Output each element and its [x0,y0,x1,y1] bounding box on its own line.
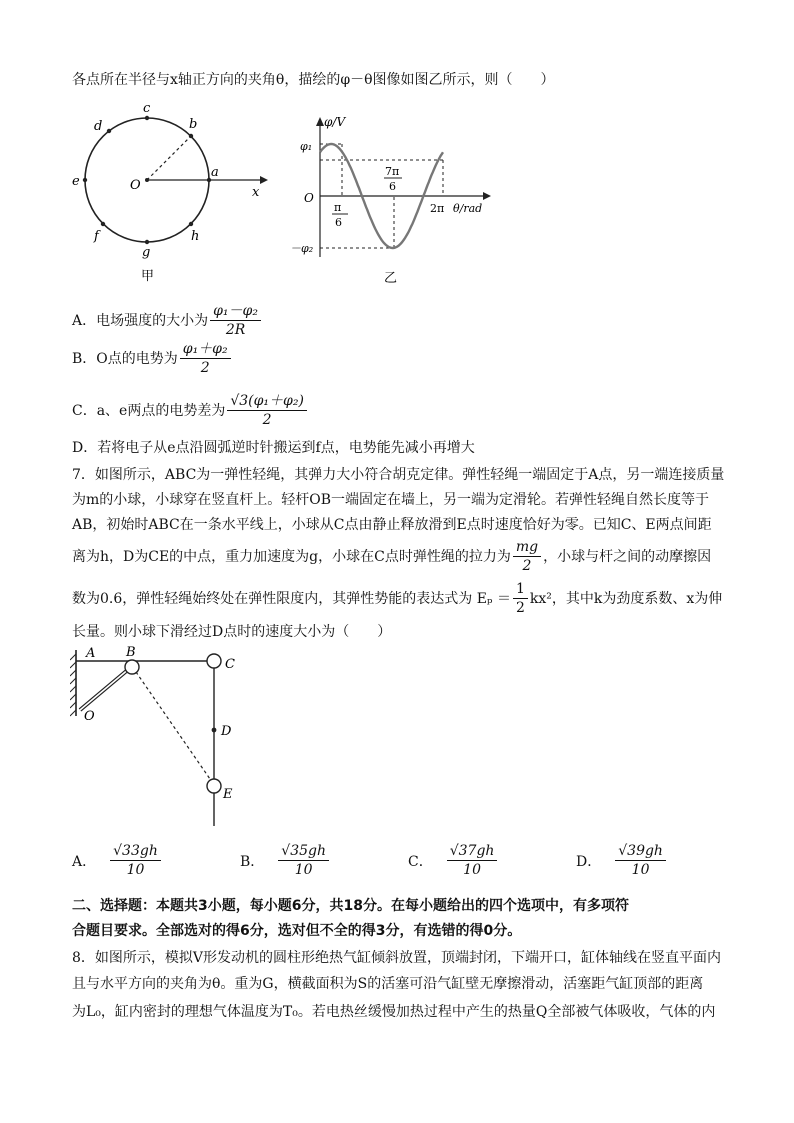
q8-line-2: 且与水平方向的夹角为θ。重为G，横截面积为S的活塞可沿气缸壁无摩擦滑动，活塞距气缸顶部的距离 [72,976,704,992]
origin-label: O [304,191,314,205]
x-axis-label-theta: θ/rad [453,202,483,215]
q7-choice-d-num: √39gh [615,842,666,861]
point-f-label: f [94,229,99,244]
q7-choice-d-label: D． [576,853,602,870]
q7-line-1: 7．如图所示，ABC为一弹性轻绳，其弹力大小符合胡克定律。弹性轻绳一端固定于A点，另一端连接质量 [72,467,725,483]
q7-choice-d [576,842,668,879]
q7-line-5 [72,580,722,617]
caption-yi: 乙 [384,271,398,286]
q6-option-c-den: 2 [262,412,272,428]
q7-choice-a-label: A． [72,853,97,870]
point-c-label: c [143,101,151,116]
q7-choice-a-den: 10 [126,862,145,878]
q8-line-3: 为L₀，缸内密封的理想气体温度为T₀。若电热丝缓慢加热过程中产生的热量Q全部被气体吸收，气体的内 [72,1004,716,1020]
q7-line-6: 长量。则小球下滑经过D点时的速度大小为（ ） [72,624,392,640]
q7-line-4 [72,538,711,575]
q7-line-5-text: 数为0.6，弹性轻绳始终处在弹性限度内，其弹性势能的表达式为 Eₚ ＝ [72,590,511,607]
q6-intro: 各点所在半径与x轴正方向的夹角θ，描绘的φ－θ图像如图乙所示，则（ ） [72,72,555,88]
q8-line-1: 8．如图所示，模拟V形发动机的圆柱形绝热气缸倾斜放置，顶端封闭，下端开口，缸体轴线在竖直平面内 [72,950,722,966]
fig-label-e: E [223,787,233,802]
q7-choice-c-num: √37gh [447,842,498,861]
q7-choice-b-num: √35gh [278,842,329,861]
q6-option-a-text: A．电场强度的大小为 [72,312,209,329]
q7-line-4-post: ，小球与杆之间的动摩擦因 [543,548,712,565]
phi2-label: －φ₂ [290,242,314,255]
q7-choice-c-label: C． [408,853,433,870]
fig-label-b: B [126,645,136,660]
figure-yi [290,112,500,287]
phi1-label: φ₁ [300,140,313,153]
q6-option-b-den: 2 [200,360,210,376]
point-a-label: a [211,165,219,180]
q7-choice-b-label: B． [240,853,265,870]
q7-choice-a-num: √33gh [110,842,161,861]
fig-label-a: A [86,646,96,661]
q6-option-d: D．若将电子从e点沿圆弧逆时针搬运到f点，电势能先减小再增大 [72,440,475,456]
center-o-label: O [130,178,141,193]
q7-choice-a [72,842,163,879]
q7-energy-num: 1 [513,580,528,599]
tick-pi6-den: 6 [335,216,342,229]
q6-option-a-den: 2R [225,322,246,338]
figure-jia [70,100,280,285]
section-2-heading-line-2: 合题目要求。全部选对的得6分，选对但不全的得3分，有选错的得0分。 [72,923,522,939]
q7-energy-den: 2 [515,600,525,616]
q7-choice-b-den: 10 [294,862,313,878]
q6-option-c-num: √3(φ₁＋φ₂) [227,392,307,411]
point-g-label: g [142,245,151,260]
point-d-label: d [94,119,103,134]
q7-line-3: AB，初始时ABC在一条水平线上，小球从C点由静止释放滑到E点时速度恰好为零。已知C、E两点间距 [72,517,712,533]
q6-option-c [72,392,309,429]
q6-option-a [72,302,263,339]
q7-tension-den: 2 [522,558,532,574]
q7-choice-d-den: 10 [631,862,650,878]
x-axis-label: x [252,185,260,200]
q6-option-b-num: φ₁＋φ₂ [180,340,231,359]
q7-tension-num: mg [513,538,541,557]
q7-choice-c [408,842,499,879]
fig-label-o: O [84,709,95,724]
q7-line-4-text: 离为h，D为CE的中点，重力加速度为g，小球在C点时弹性绳的拉力为 [72,548,511,565]
caption-jia: 甲 [141,269,155,284]
fig-label-d: D [221,724,232,739]
q7-choice-c-den: 10 [463,862,481,878]
q6-option-b [72,340,233,377]
y-axis-label: φ/V [324,115,346,129]
q7-figure [70,644,250,829]
point-h-label: h [191,229,200,244]
q6-option-c-text: C．a、e两点的电势差为 [72,402,226,419]
tick-2pi: 2π [430,202,445,215]
tick-7pi6-den: 6 [389,180,396,193]
q6-option-a-num: φ₁－φ₂ [210,302,261,321]
q6-option-b-text: B．O点的电势为 [72,350,178,367]
point-e-label: e [72,174,80,189]
section-2-heading-line-1: 二、选择题：本题共3小题，每小题6分，共18分。在每小题给出的四个选项中，有多项符 [72,898,629,914]
fig-label-c: C [225,657,235,672]
q7-choice-b [240,842,331,879]
tick-pi6-num: π [334,201,342,214]
q7-line-5-post: kx²，其中k为劲度系数、x为伸 [529,590,723,607]
point-b-label: b [189,117,198,132]
q7-line-2: 为m的小球，小球穿在竖直杆上。轻杆OB一端固定在墙上，另一端为定滑轮。若弹性轻绳自然长度等于 [72,492,710,508]
tick-7pi6-num: 7π [385,165,400,178]
